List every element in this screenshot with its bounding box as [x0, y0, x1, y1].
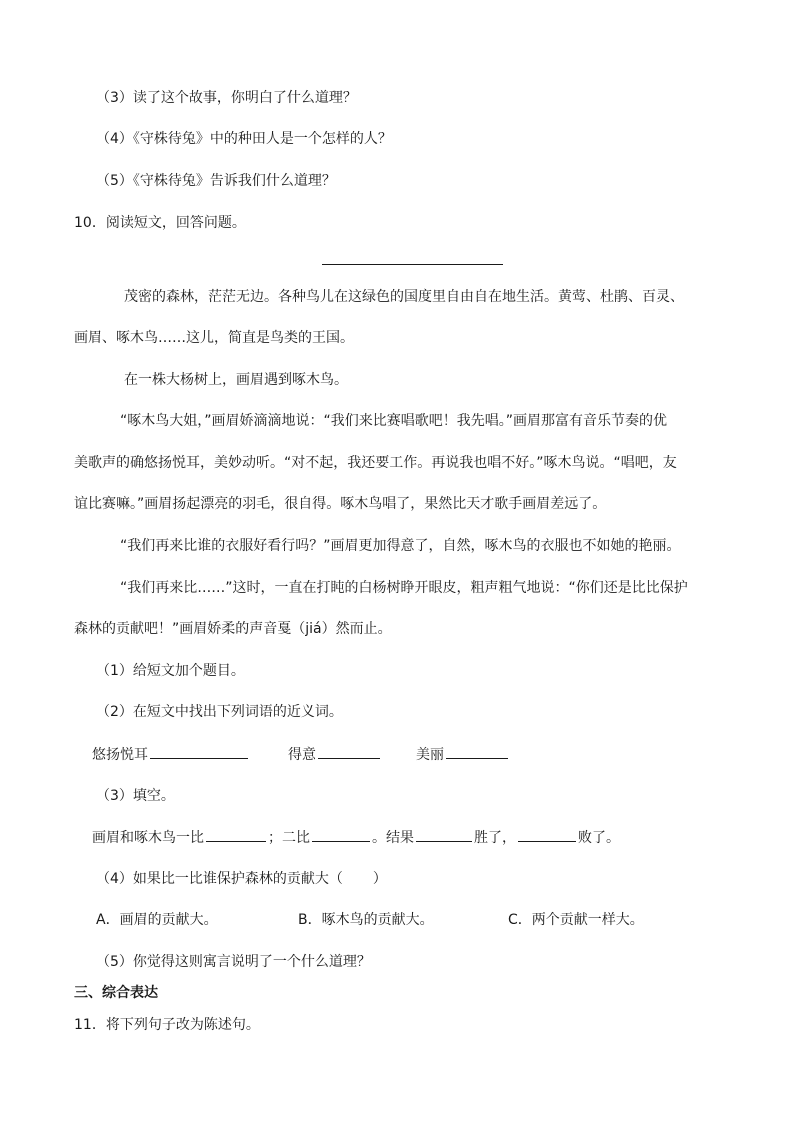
q10-prompt: 10．阅读短文，回答问题。	[74, 215, 246, 231]
q9-sub4: （4）《守株待兔》中的种田人是一个怎样的人？	[96, 131, 392, 147]
fill-part-4: 胜了，	[474, 830, 516, 846]
passage-title-blank	[322, 264, 503, 265]
synonym-row	[92, 744, 510, 765]
passage-p1-line1: 茂密的森林，茫茫无边。各种鸟儿在这绿色的国度里自由自在地生活。黄莺、杜鹃、百灵、	[124, 289, 684, 305]
q10-sub5: （5）你觉得这则寓言说明了一个什么道理？	[96, 954, 371, 970]
fill-blank-4[interactable]	[518, 827, 576, 842]
passage-p1-line2: 画眉、啄木鸟……这儿，简直是鸟类的王国。	[74, 330, 354, 346]
q10-sub4-close: ）	[372, 871, 387, 887]
fill-part-2: ；二比	[268, 830, 310, 846]
q10-sub4	[96, 869, 387, 889]
passage-p2: 在一株大杨树上，画眉遇到啄木鸟。	[124, 372, 348, 388]
fill-part-5: 败了。	[578, 830, 620, 846]
fill-blank-3[interactable]	[416, 827, 472, 842]
synonym-word-2: 得意	[288, 747, 316, 763]
passage-p5-line1: “我们再来比……”这时，一直在打盹的白杨树睁开眼皮，粗声粗气地说：“你们还是比比保护	[120, 580, 688, 596]
passage-p3-line3: 谊比赛嘛。”画眉扬起漂亮的羽毛，很自得。啄木鸟唱了，果然比天才歌手画眉差远了。	[74, 496, 607, 512]
q10-sub3: （3）填空。	[96, 788, 175, 804]
option-c[interactable]: C．两个贡献一样大。	[508, 912, 644, 928]
fill-blank-1[interactable]	[206, 827, 266, 842]
synonym-word-3: 美丽	[416, 747, 444, 763]
fill-part-1: 画眉和啄木鸟一比	[92, 830, 204, 846]
fill-row	[92, 827, 620, 848]
synonym-blank-3[interactable]	[446, 744, 508, 759]
passage-p4: “我们再来比谁的衣服好看行吗？”画眉更加得意了，自然，啄木鸟的衣服也不如她的艳丽。	[120, 538, 681, 554]
q10-sub1: （1）给短文加个题目。	[96, 663, 245, 679]
q10-sub2: （2）在短文中找出下列词语的近义词。	[96, 704, 343, 720]
q9-sub3: （3）读了这个故事，你明白了什么道理？	[96, 90, 357, 106]
section3-heading: 三、综合表达	[74, 985, 158, 1001]
synonym-blank-2[interactable]	[318, 744, 380, 759]
passage-p5-line2: 森林的贡献吧！”画眉娇柔的声音戛（jiá）然而止。	[74, 621, 392, 637]
q9-sub5: （5）《守株待兔》告诉我们什么道理？	[96, 173, 336, 189]
fill-blank-2[interactable]	[312, 827, 370, 842]
passage-p3-line1: “啄木鸟大姐，”画眉娇滴滴地说：“我们来比赛唱歌吧！我先唱。”画眉那富有音乐节奏的优	[120, 413, 668, 429]
q11-prompt: 11．将下列句子改为陈述句。	[74, 1017, 260, 1033]
option-b[interactable]: B．啄木鸟的贡献大。	[298, 912, 434, 928]
option-a[interactable]: A．画眉的贡献大。	[96, 912, 218, 928]
passage-p3-line2: 美歌声的确悠扬悦耳，美妙动听。“对不起，我还要工作。再说我也唱不好。”啄木鸟说。“唱吧，友	[74, 455, 677, 471]
synonym-blank-1[interactable]	[150, 744, 248, 759]
q10-sub4-text: （4）如果比一比谁保护森林的贡献大（	[96, 871, 343, 887]
synonym-word-1: 悠扬悦耳	[92, 747, 148, 763]
fill-part-3: 。结果	[372, 830, 414, 846]
